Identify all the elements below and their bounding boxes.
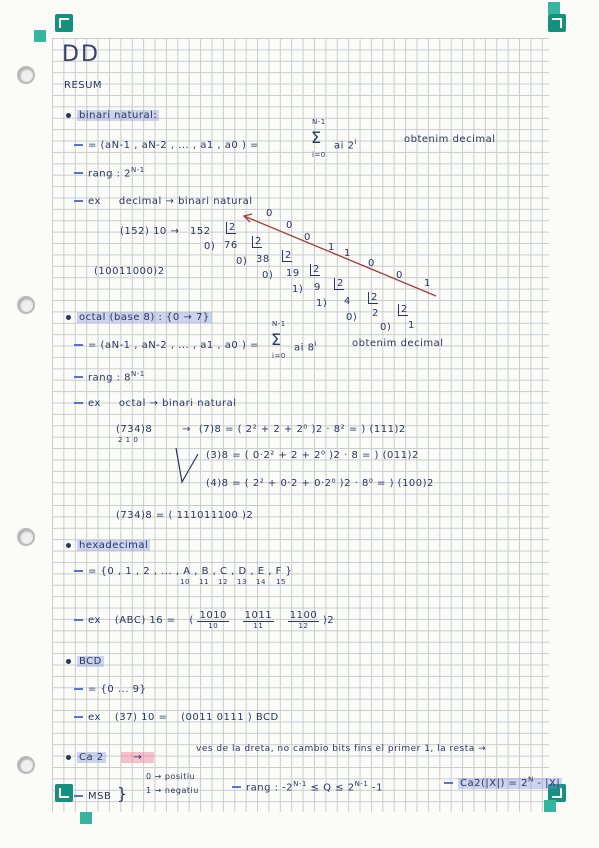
bullet-icon	[66, 113, 71, 118]
division-step: 2	[372, 308, 379, 319]
binary-example-header: ex decimal → binari natural	[74, 196, 252, 207]
remainder: 0)	[204, 241, 216, 252]
binder-hole	[17, 296, 35, 314]
branch-arrow-icon	[172, 438, 202, 488]
remainder: 0)	[380, 322, 392, 333]
ca2-rule: ves de la dreta, no cambio bits fins el primer 1, la resta →	[196, 744, 487, 754]
ca2-heading: Ca 2 →	[66, 752, 154, 763]
bit: 0	[286, 220, 293, 231]
binary-range: rang : $2^{N-1}$	[74, 166, 145, 179]
binary-heading: binari natural:	[66, 110, 159, 121]
remainder: 1)	[316, 298, 328, 309]
binary-sigma-top: N-1	[312, 118, 326, 126]
bit: 0	[304, 232, 311, 243]
octal-line: (3)8 = ( 0·2² + 2 + 2⁰ )2 · 8 = ) (011)2	[206, 450, 419, 461]
octal-example-index: 2 1 0	[118, 436, 139, 444]
ca2-msb-option: 1 → negatiu	[146, 786, 199, 795]
divisor: 2	[252, 236, 262, 248]
corner-marker-top-right	[548, 14, 566, 32]
corner-square-bottom-left	[80, 812, 92, 824]
hex-sub-value: 11	[199, 578, 209, 586]
dash-icon	[74, 402, 83, 404]
octal-sigma-term: ai 8$^i$	[294, 340, 317, 354]
division-step: 19	[286, 268, 300, 279]
division-step: 76	[224, 240, 238, 251]
bcd-heading: BCD	[66, 656, 104, 667]
binder-hole	[17, 756, 35, 774]
hex-sub-value: 10	[180, 578, 190, 586]
binary-obtenim: obtenim decimal	[404, 134, 496, 145]
binary-formula: = (aN-1 , aN-2 , ... , a1 , a0 ) =	[74, 140, 259, 151]
corner-square-top-left	[34, 30, 46, 42]
hex-sub-value: 15	[276, 578, 286, 586]
corner-marker-bottom-left	[55, 784, 73, 802]
remainder: 1)	[292, 284, 304, 295]
bit: 1	[424, 278, 431, 289]
bullet-icon	[66, 755, 71, 760]
octal-result: (734)8 = ( 111011100 )2	[116, 510, 254, 521]
divisor: 2	[334, 278, 344, 290]
dash-icon	[74, 619, 83, 621]
octal-sigma-icon: Σ	[271, 330, 282, 349]
binary-sigma-icon: Σ	[311, 128, 322, 147]
divisor: 2	[368, 292, 378, 304]
remainder: 0)	[262, 270, 274, 281]
octal-range: rang : $8^{N-1}$	[74, 370, 145, 383]
dash-icon	[74, 200, 83, 202]
dash-icon	[74, 144, 83, 146]
page-title: DD	[62, 42, 100, 67]
dash-icon	[444, 782, 453, 784]
ca2-formula: $Ca2(|X|) = 2^N - |X|$	[444, 776, 562, 789]
bullet-icon	[66, 543, 71, 548]
bcd-digits: = {0 ... 9}	[74, 684, 146, 695]
divisor: 2	[282, 250, 292, 262]
corner-square-bottom-right	[544, 800, 556, 812]
binary-result: (10011000)2	[94, 266, 165, 277]
bit: 0	[396, 270, 403, 281]
dash-icon	[74, 716, 83, 718]
section-label: RESUM	[64, 80, 103, 91]
octal-example-value: (734)8	[116, 424, 153, 435]
octal-sigma-bottom: i=0	[272, 352, 286, 360]
divisor: 2	[310, 264, 320, 276]
octal-heading: octal (base 8) : {0 → 7}	[66, 312, 212, 323]
dash-icon	[74, 376, 83, 378]
hex-sub-value: 13	[237, 578, 247, 586]
bcd-example: ex (37) 10 = (0011 0111 ) BCD	[74, 712, 279, 723]
remainder: 0)	[236, 256, 248, 267]
ca2-range: rang : $-2^{N-1} \le Q \le 2^{N-1}$ -1	[232, 780, 383, 793]
hex-example: ex (ABC) 16 = ( $\frac{1010}{10}$ $\frac{1011}{11}$ $\frac{1100}{12}$ )2	[74, 610, 334, 630]
octal-obtenim: obtenim decimal	[352, 338, 444, 349]
ca2-msb-option: 0 → positiu	[146, 772, 196, 781]
ca2-msb: MSB }	[74, 784, 128, 803]
bit: 0	[368, 258, 375, 269]
hex-heading: hexadecimal	[66, 540, 150, 551]
bullet-icon	[66, 315, 71, 320]
corner-marker-top-left	[55, 14, 73, 32]
bit: 0	[266, 208, 273, 219]
hex-sub-value: 12	[218, 578, 228, 586]
division-step: 9	[314, 282, 321, 293]
octal-formula: = (aN-1 , aN-2 , ... , a1 , a0 ) =	[74, 340, 259, 351]
dash-icon	[74, 688, 83, 690]
bit: 1	[328, 242, 335, 253]
divisor: 2	[398, 304, 408, 316]
diagonal-arrow-icon	[240, 212, 440, 302]
octal-line: (4)8 = ( 2² + 0·2 + 0·2⁰ )2 · 8⁰ = ) (100)2	[206, 478, 434, 489]
binary-example-start: (152) 10 →	[120, 226, 180, 237]
dash-icon	[74, 172, 83, 174]
division-step: 4	[344, 296, 351, 307]
bit: 1	[344, 248, 351, 259]
binder-hole	[17, 528, 35, 546]
bullet-icon	[66, 659, 71, 664]
division-step: 1	[408, 320, 415, 331]
dash-icon	[74, 795, 83, 797]
binder-hole	[17, 66, 35, 84]
binary-sigma-bottom: i=0	[312, 151, 326, 159]
division-step: 38	[256, 254, 270, 265]
octal-sigma-top: N-1	[272, 320, 286, 328]
hex-digits: = {0 , 1 , 2 , ... , A , B , C , D , E , F }	[74, 566, 292, 577]
hex-sub-value: 14	[256, 578, 266, 586]
octal-example-header: ex octal → binari natural	[74, 398, 237, 409]
division-step: 152	[190, 226, 211, 237]
dash-icon	[232, 786, 241, 788]
octal-line: → (7)8 = ( 2² + 2 + 2⁰ )2 · 8² = ) (111)2	[182, 424, 406, 435]
corner-square-top-right	[548, 2, 560, 14]
dash-icon	[74, 570, 83, 572]
divisor: 2	[226, 222, 236, 234]
dash-icon	[74, 344, 83, 346]
remainder: 0)	[346, 312, 358, 323]
binary-sigma-term: ai 2$^i$	[334, 138, 357, 152]
